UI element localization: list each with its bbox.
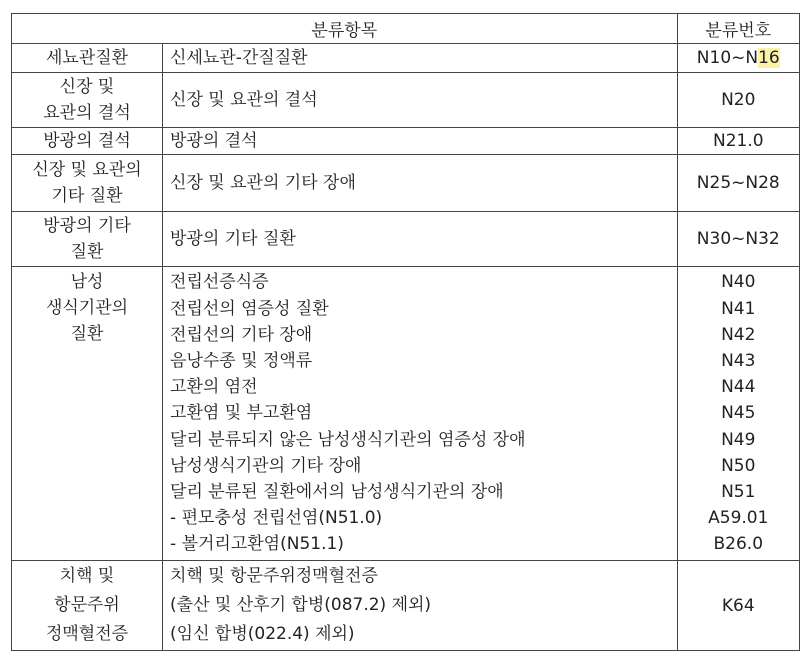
item-line: 달리 분류된 질환에서의 남성생식기관의 장애 (170, 482, 504, 502)
group-line: 요관의 결석 (43, 103, 131, 123)
code-line: K64 (721, 595, 755, 616)
group-cell (12, 212, 163, 267)
table-row (12, 155, 800, 212)
group-line: 방광의 결석 (43, 131, 131, 151)
code-cell (677, 155, 799, 212)
item-line: 신장 및 요관의 기타 장애 (170, 173, 356, 193)
code-line: N20 (721, 90, 756, 110)
item-line: 신세뇨관-간질질환 (170, 48, 308, 68)
header-code: 분류번호 (677, 14, 799, 44)
item-line: 전립선의 기타 장애 (170, 324, 313, 345)
code-line: N30~N32 (696, 229, 780, 249)
classification-table-container (11, 13, 800, 651)
code-line: N25~N28 (696, 173, 780, 193)
code-cell (677, 73, 799, 128)
code-line: N49 (721, 429, 756, 450)
item-line: 남성생식기관의 기타 장애 (170, 455, 362, 476)
item-line: - 볼거리고환염(N51.1) (170, 534, 344, 555)
group-line: 방광의 기타 (43, 216, 131, 236)
table-header-row (12, 14, 800, 44)
item-cell (163, 212, 678, 267)
group-line: 정맥혈전증 (45, 624, 129, 644)
table-row (12, 128, 800, 155)
group-line: 세뇨관질환 (45, 48, 129, 68)
code-cell (677, 212, 799, 267)
code-text-highlighted: 16 (758, 48, 780, 68)
group-line: 질환 (70, 242, 104, 262)
code-line: B26.0 (713, 534, 764, 555)
item-line: (출산 및 산후기 합병(087.2) 제외) (170, 595, 432, 615)
item-line: 전립선의 염증성 질환 (170, 298, 329, 319)
item-line: 달리 분류되지 않은 남성생식기관의 염증성 장애 (170, 429, 526, 450)
group-line: 치핵 및 (59, 566, 115, 586)
table-row (12, 212, 800, 267)
item-cell (163, 561, 678, 651)
code-line: N44 (721, 377, 756, 398)
group-line: 생식기관의 (45, 298, 129, 318)
group-line: 항문주위 (54, 595, 120, 615)
code-line: N40 (721, 272, 756, 293)
item-line: 고환염 및 부고환염 (170, 403, 313, 424)
item-line: 방광의 기타 질환 (170, 229, 296, 249)
code-text-plain: N10~N (696, 48, 759, 68)
table-row (12, 267, 800, 561)
item-line: (임신 합병(022.4) 제외) (170, 624, 355, 644)
group-cell (12, 44, 163, 73)
item-line: 방광의 결석 (170, 131, 258, 151)
group-line: 남성 (70, 272, 104, 292)
item-line: 고환의 염전 (170, 377, 258, 398)
item-line: 전립선증식증 (170, 272, 269, 293)
code-line: N51 (721, 482, 756, 502)
group-cell (12, 128, 163, 155)
code-line: N21.0 (712, 131, 764, 151)
header-category: 분류항목 (12, 14, 678, 44)
group-line: 신장 및 요관의 (32, 160, 142, 180)
group-cell (12, 73, 163, 128)
code-line: N43 (721, 350, 756, 371)
item-line: - 편모충성 전립선염(N51.0) (170, 508, 383, 529)
table-row (12, 44, 800, 73)
item-cell (163, 128, 678, 155)
code-cell (677, 44, 799, 73)
classification-table (11, 13, 800, 651)
code-cell (677, 128, 799, 155)
item-cell (163, 73, 678, 128)
group-cell (12, 155, 163, 212)
code-line: A59.01 (708, 508, 769, 529)
group-line: 기타 질환 (51, 186, 123, 206)
code-line: N45 (721, 403, 756, 424)
group-line: 질환 (70, 324, 104, 344)
code-line: N50 (721, 455, 756, 476)
code-cell (677, 561, 799, 651)
group-cell (12, 561, 163, 651)
code-cell (677, 267, 799, 561)
item-line: 신장 및 요관의 결석 (170, 90, 318, 110)
group-cell (12, 267, 163, 561)
item-line: 치핵 및 항문주위정맥혈전증 (170, 566, 378, 586)
table-row (12, 73, 800, 128)
code-line: N41 (721, 298, 756, 319)
table-row (12, 561, 800, 651)
code-line: N42 (721, 324, 756, 345)
item-cell (163, 267, 678, 561)
item-cell (163, 44, 678, 73)
item-line: 음낭수종 및 정액류 (170, 350, 313, 371)
group-line: 신장 및 (59, 77, 115, 97)
item-cell (163, 155, 678, 212)
